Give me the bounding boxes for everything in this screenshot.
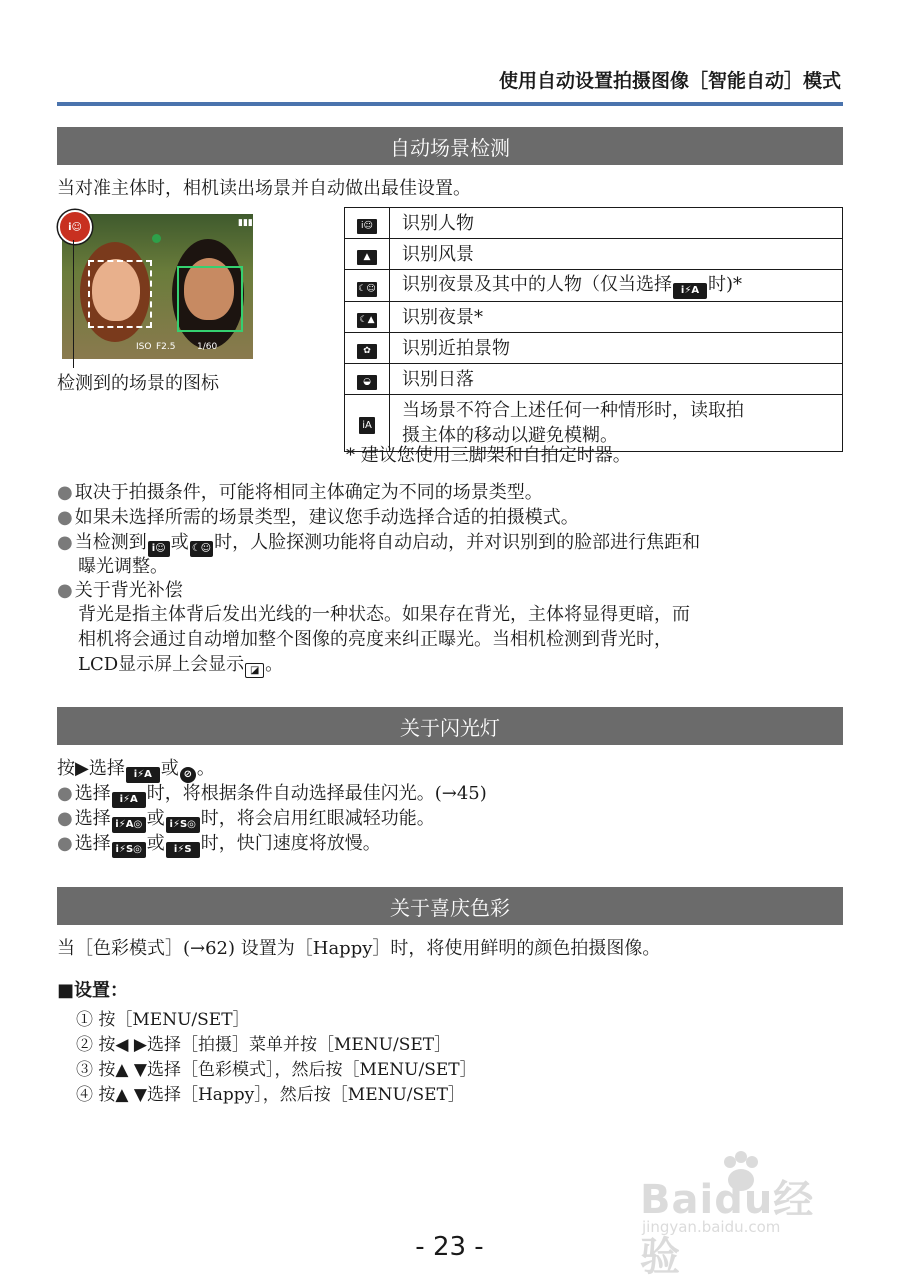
section-title-scene-detection: 自动场景检测 [57,127,843,165]
flash-auto-icon: i⚡A [126,767,160,783]
camera-shutter: 1/60 [197,342,218,352]
settings-step: ③ 按▲ ▼选择［色彩模式］，然后按［MENU/SET］ [76,1060,477,1080]
table-row: iA 当场景不符合上述任何一种情形时，读取拍 摄主体的移动以避免模糊。 [345,395,843,452]
scenery-icon: ▲ [357,250,377,265]
backlight-description-line: 背光是指主体背后发出光线的一种状态。如果存在背光，主体将显得更暗，而 [78,604,690,625]
table-row: ✿ 识别近拍景物 [345,333,843,364]
flash-auto-icon: i⚡A [673,283,707,299]
flash-auto-icon: i⚡A [112,792,146,808]
flash-off-icon: ⊘ [180,767,196,783]
flash-slow-icon: i⚡S [166,842,200,858]
scene-detection-intro: 当对准主体时，相机读出场景并自动做出最佳设置。 [57,178,471,199]
sunset-icon: ◒ [357,375,377,390]
table-row: ☾▲ 识别夜景* [345,302,843,333]
section-title-flash: 关于闪光灯 [57,707,843,745]
backlight-description-line: 相机将会通过自动增加整个图像的亮度来纠正曝光。当相机检测到背光时， [78,629,672,650]
camera-iso: ISO [136,342,152,352]
portrait-icon: i☺ [148,541,170,557]
page-number: - 23 - [415,1232,484,1262]
scene-detection-table [344,207,843,452]
camera-preview-image: ▮▮▮ ISO F2.5 1/60 [62,214,253,359]
backlight-icon: ◪ [245,663,264,678]
flash-line: 按▶选择 i⚡A 或 ⊘ 。 [57,756,215,783]
scene-icon-label: 检测到的场景的图标 [57,373,219,394]
list-item: ● 如果未选择所需的场景类型，建议您手动选择合适的拍摄模式。 [57,505,579,530]
camera-aperture: F2.5 [156,342,176,352]
settings-step: ④ 按▲ ▼选择［Happy］，然后按［MENU/SET］ [76,1085,465,1105]
night-scenery-icon: ☾▲ [357,313,377,328]
flash-slow-redeye-icon: i⚡S◎ [112,842,146,858]
list-item: ● 选择 i⚡A◎ 或 i⚡S◎ 时，将会启用红眼减轻功能。 [57,806,435,833]
list-item: ● 选择 i⚡S◎ 或 i⚡S 时，快门速度将放慢。 [57,831,381,858]
settings-heading: ■设置： [57,980,129,1001]
intelligent-auto-icon: iA [359,417,375,434]
macro-icon: ✿ [357,344,377,359]
happy-color-intro: 当［色彩模式］(→62) 设置为［Happy］时，将使用鲜明的颜色拍摄图像。 [57,938,661,959]
list-item: ● 选择 i⚡A 时，将根据条件自动选择最佳闪光。(→45) [57,781,487,808]
list-item: ● 取决于拍摄条件，可能将相同主体确定为不同的场景类型。 [57,480,543,505]
night-portrait-icon: ☾☺ [190,541,213,557]
page-header-title: 使用自动设置拍摄图像［智能自动］模式 [498,70,841,92]
list-item-continuation: 曝光调整。 [78,556,168,577]
table-row: ◒ 识别日落 [345,364,843,395]
backlight-description-line: LCD显示屏上会显示 ◪ 。 [78,654,284,676]
list-item: ● 关于背光补偿 [57,578,183,603]
table-row: ☾☺ 识别夜景及其中的人物（仅当选择 i⚡A 时)* [345,270,843,302]
portrait-icon: i☺ [357,219,377,234]
table-footnote: * 建议您使用三脚架和自拍定时器。 [346,445,631,466]
list-item: ● 当检测到 i☺ 或 ☾☺ 时，人脸探测功能将自动启动，并对识别到的脸部进行焦距和 [57,530,700,557]
detected-scene-icon: i☺ [58,210,92,244]
header-rule [57,102,843,106]
table-row: i☺ 识别人物 [345,208,843,239]
settings-step: ② 按◀ ▶选择［拍摄］菜单并按［MENU/SET］ [76,1035,452,1055]
night-portrait-icon: ☾☺ [357,282,377,297]
flash-auto-redeye-icon: i⚡A◎ [112,817,146,833]
baidu-watermark: Baidu经验 jingyan.baidu.com [640,1150,840,1240]
settings-step: ① 按［MENU/SET］ [76,1010,250,1030]
section-title-happy-color: 关于喜庆色彩 [57,887,843,925]
table-row: ▲ 识别风景 [345,239,843,270]
flash-slow-redeye-icon: i⚡S◎ [166,817,200,833]
callout-line [73,240,74,368]
